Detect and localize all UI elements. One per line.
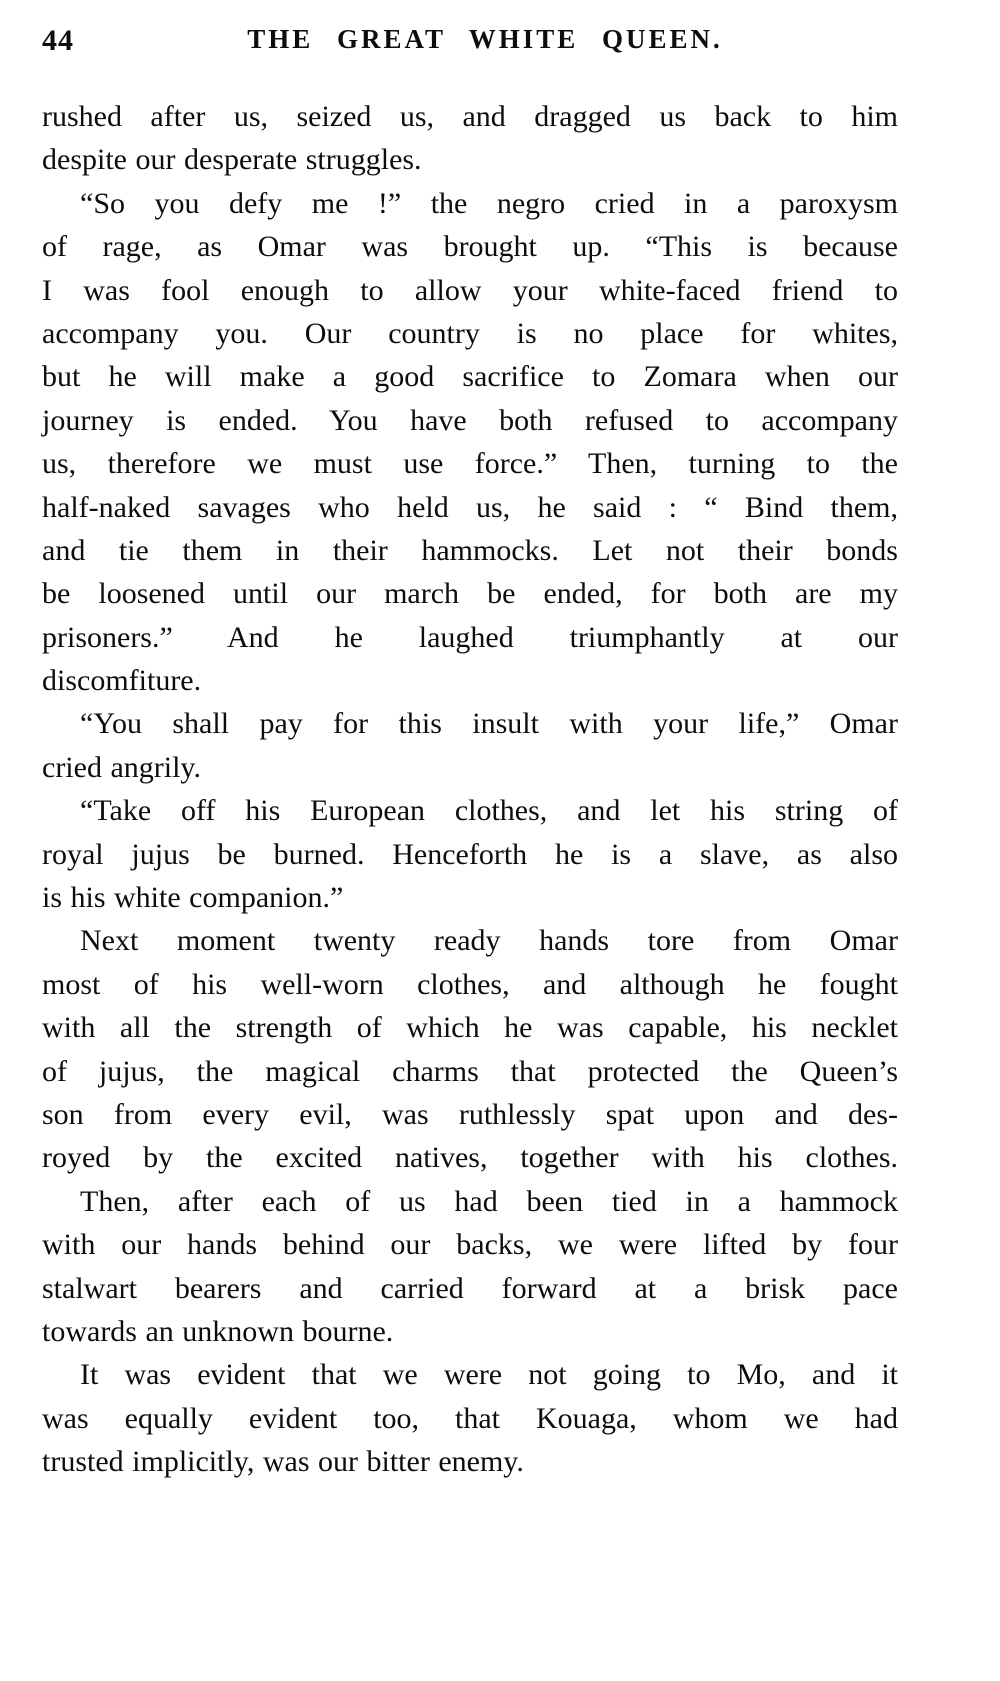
paragraph (42, 702, 898, 789)
text-line: rushed after us, seized us, and dragged us back to him (42, 100, 898, 133)
page-content (42, 20, 898, 1484)
text-line: son from every evil, was ruthlessly spat upon and des- (42, 1097, 898, 1131)
text-line: most of his well-worn clothes, and although he fought (42, 967, 898, 1001)
text-line: and tie them in their hammocks. Let not their bonds (42, 533, 898, 567)
text-line: I was fool enough to allow your white-faced friend to (42, 273, 898, 307)
text-line: with our hands behind our backs, we were lifted by four (42, 1228, 898, 1262)
paragraph (42, 789, 898, 919)
page-number: 44 (42, 24, 74, 57)
text-line: trusted implicitly, was our bitter enemy. (42, 1445, 524, 1479)
text-line: cried angrily. (42, 750, 201, 784)
text-line: “You shall pay for this insult with your life,” Omar (80, 707, 898, 741)
text-line: towards an unknown bourne. (42, 1314, 394, 1348)
text-line: us, therefore we must use force.” Then, turning to the (42, 447, 898, 481)
text-line: prisoners.” And he laughed triumphantly at our (42, 620, 898, 654)
text-line: Next moment twenty ready hands tore from Omar (80, 924, 898, 958)
text-line: “So you defy me !” the negro cried in a paroxysm (80, 186, 898, 220)
text-line: Then, after each of us had been tied in a hammock (80, 1184, 898, 1218)
text-line: accompany you. Our country is no place for whites, (42, 316, 898, 350)
text-line: be loosened until our march be ended, for both are my (42, 577, 898, 611)
paragraph (42, 1353, 898, 1483)
text-line: discomfiture. (42, 664, 202, 698)
paragraph (42, 182, 898, 703)
paragraph (42, 1180, 898, 1354)
text-line: “Take off his European clothes, and let his string of (80, 794, 898, 828)
text-line: is his white companion.” (42, 881, 344, 915)
text-line: half-naked savages who held us, he said : “ Bind them, (42, 490, 898, 524)
text-line: despite our desperate struggles. (42, 143, 422, 177)
paragraph (42, 919, 898, 1179)
text-line: of jujus, the magical charms that protected the Queen’s (42, 1054, 898, 1088)
text-line: It was evident that we were not going to Mo, and it (80, 1358, 898, 1392)
text-line: royal jujus be burned. Henceforth he is a slave, as also (42, 837, 898, 871)
running-title: THE GREAT WHITE QUEEN. (247, 24, 723, 54)
page-body (42, 95, 898, 1484)
text-line: journey is ended. You have both refused to accompany (42, 403, 898, 437)
text-line: was equally evident too, that Kouaga, whom we had (42, 1401, 898, 1435)
text-line: of rage, as Omar was brought up. “This is because (42, 230, 898, 264)
paragraph (42, 95, 898, 182)
text-line: but he will make a good sacrifice to Zomara when our (42, 360, 898, 394)
text-line: with all the strength of which he was capable, his necklet (42, 1011, 898, 1045)
page-header (42, 20, 898, 64)
text-line: stalwart bearers and carried forward at a brisk pace (42, 1271, 898, 1305)
text-line: royed by the excited natives, together with his clothes. (42, 1141, 898, 1175)
